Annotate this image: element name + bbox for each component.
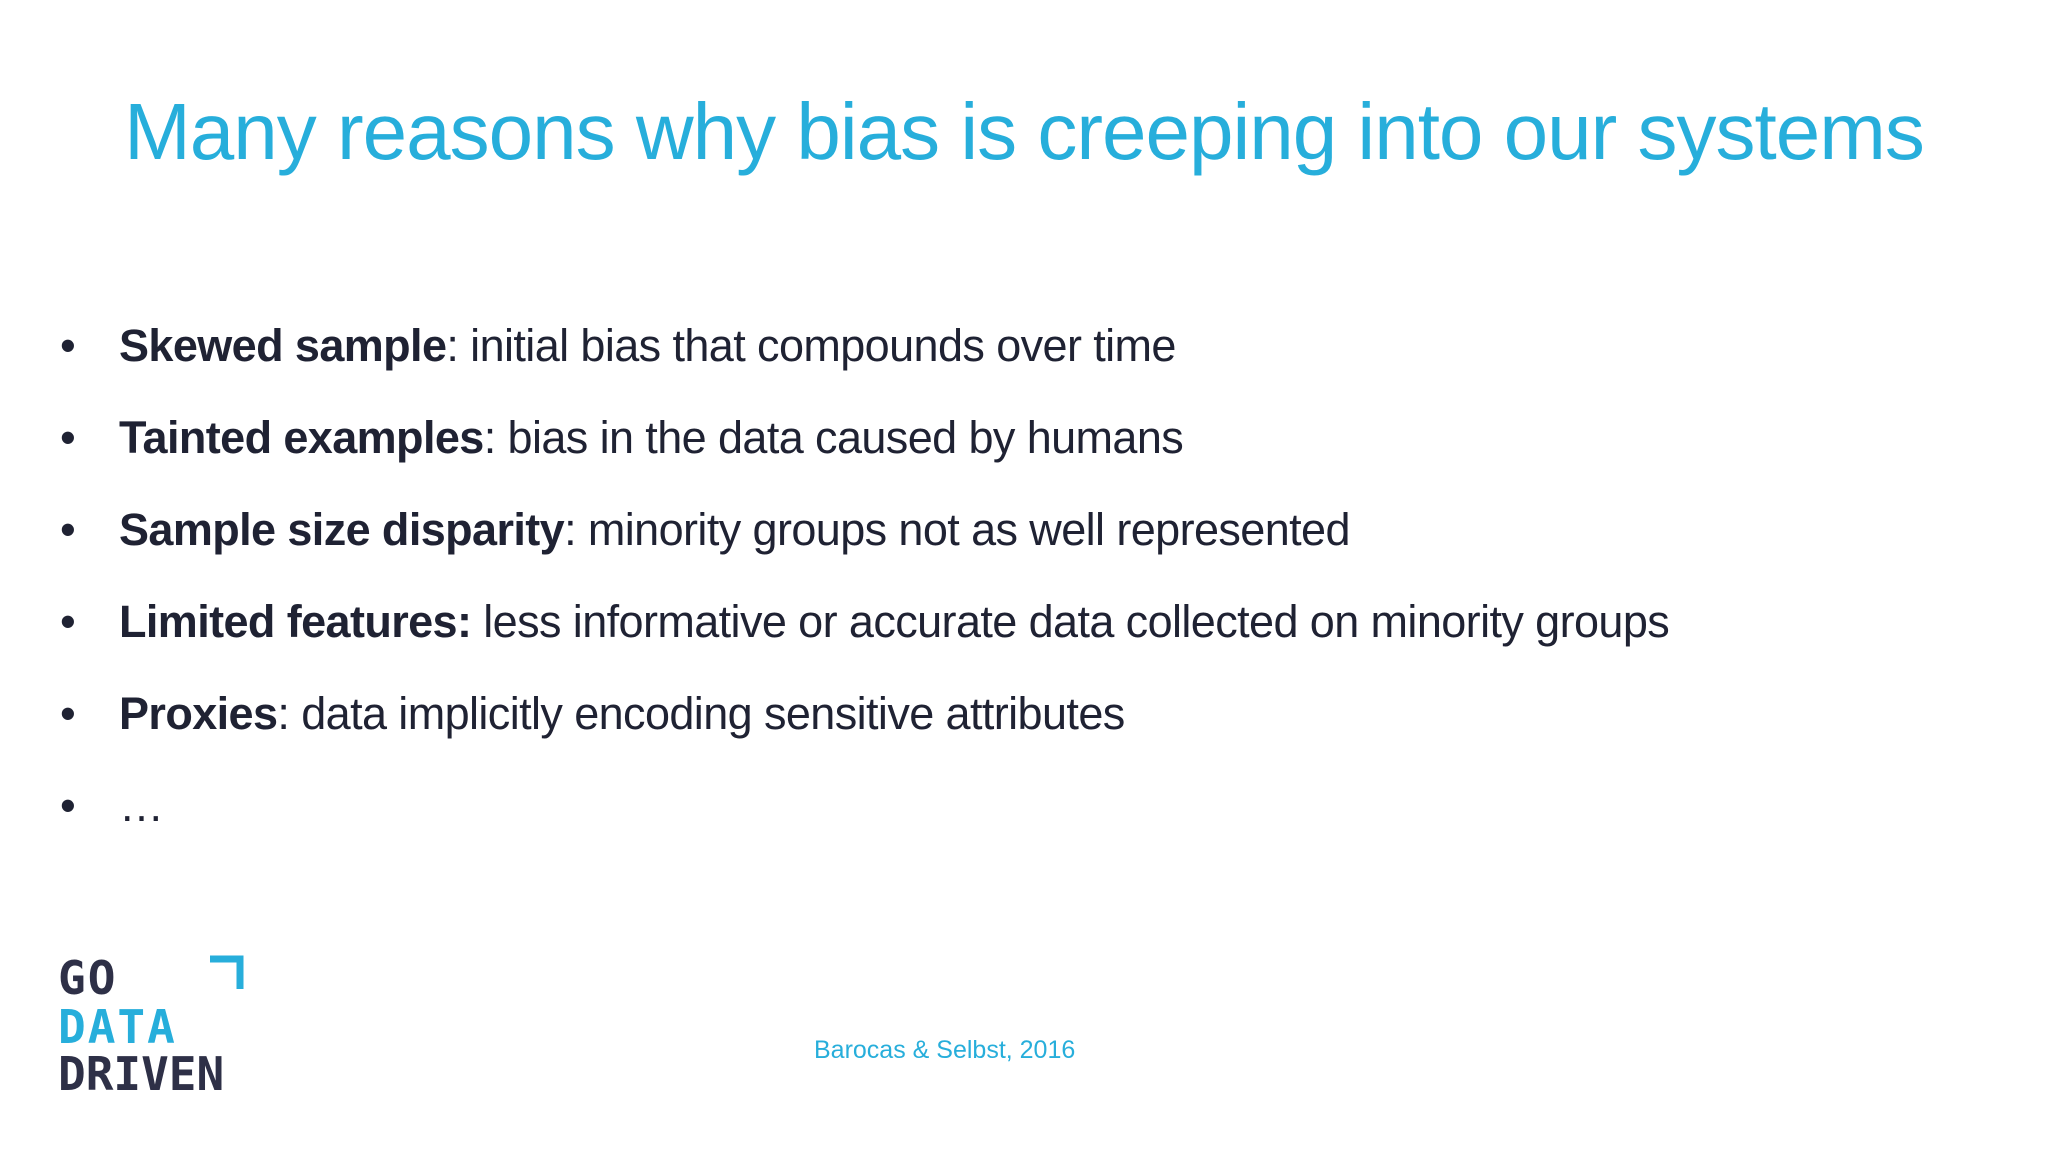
bullet-dot: • bbox=[60, 504, 76, 555]
bullet-text: : data implicitly encoding sensitive attributes bbox=[277, 688, 1125, 739]
logo-text-go: GO bbox=[58, 952, 118, 1005]
bullet-text: less informative or accurate data collected on minority groups bbox=[471, 596, 1670, 647]
bullet-dot: • bbox=[60, 596, 76, 647]
bullet-term: Limited features: bbox=[119, 596, 472, 647]
logo-corner-icon bbox=[210, 959, 240, 989]
bullet-dot: • bbox=[60, 780, 76, 831]
bullet-text: … bbox=[119, 780, 164, 831]
bullet-item bbox=[60, 410, 1669, 502]
bullet-text: : bias in the data caused by humans bbox=[483, 412, 1184, 463]
bullet-text: : initial bias that compounds over time bbox=[446, 320, 1176, 371]
bullet-item bbox=[60, 686, 1669, 778]
bullet-dot: • bbox=[60, 688, 76, 739]
bullet-item bbox=[60, 778, 1669, 870]
bullet-text: : minority groups not as well represented bbox=[564, 504, 1350, 555]
bullet-term: Sample size disparity bbox=[119, 504, 565, 555]
bullet-dot: • bbox=[60, 412, 76, 463]
bullet-item bbox=[60, 318, 1669, 410]
bullet-item bbox=[60, 502, 1669, 594]
logo-text-driven: DRIVEN bbox=[58, 1047, 225, 1092]
bullet-list bbox=[60, 318, 1669, 870]
bullet-term: Tainted examples bbox=[119, 412, 484, 463]
bullet-dot: • bbox=[60, 320, 76, 371]
bullet-term: Skewed sample bbox=[119, 320, 447, 371]
citation: Barocas & Selbst, 2016 bbox=[814, 1036, 1076, 1064]
bullet-term: Proxies bbox=[119, 688, 278, 739]
go-data-driven-logo bbox=[58, 952, 248, 1092]
slide-title: Many reasons why bias is creeping into our systems bbox=[124, 87, 1924, 176]
bullet-item bbox=[60, 594, 1669, 686]
logo-line-go bbox=[58, 952, 240, 1005]
logo-text-data: DATA bbox=[58, 1000, 177, 1054]
